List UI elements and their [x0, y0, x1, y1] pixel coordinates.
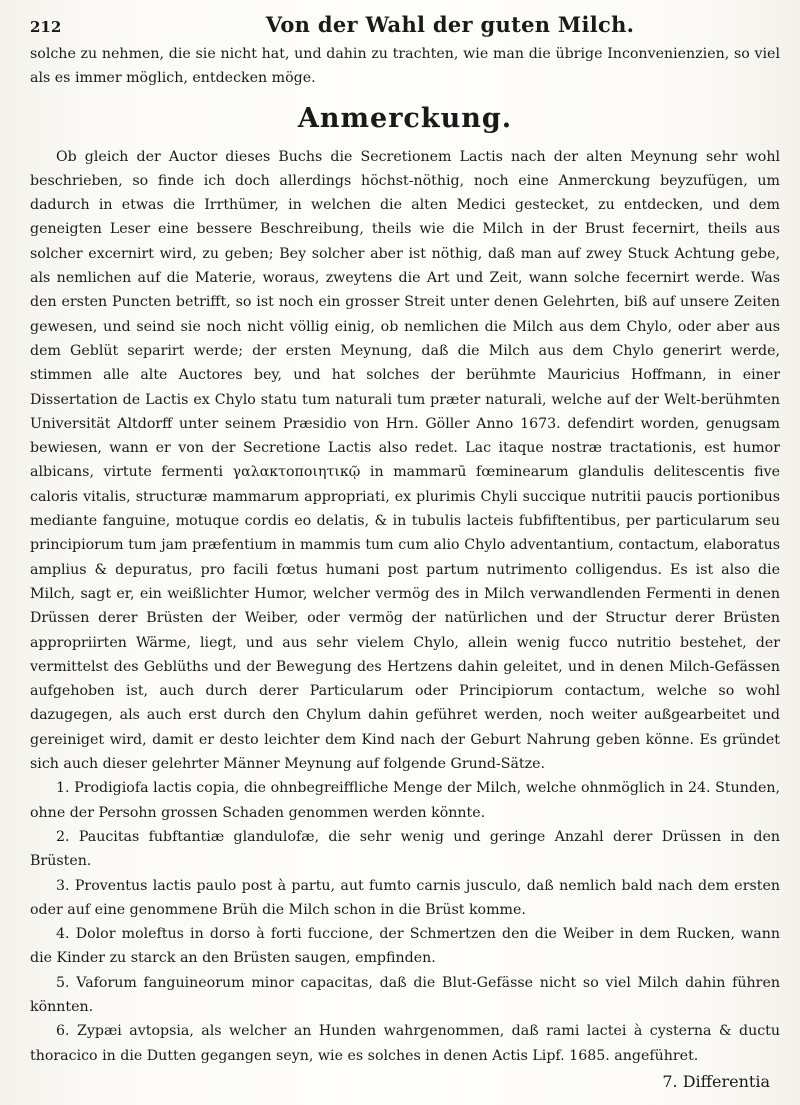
- list-item-number: 6.: [56, 1023, 70, 1040]
- list-item-number: 2.: [56, 828, 70, 845]
- list-item-number: 4.: [56, 926, 70, 943]
- section-heading: Anmerckung.: [297, 102, 513, 134]
- list-item: [30, 874, 780, 923]
- running-title: Von der Wahl der guten Milch.: [265, 12, 635, 37]
- list-item-text: Dolor moleftus in dorso à forti fuccione, der Schmertzen den die Weiber in dem Rucken, wann die Kinder zu starck an den Brüsten saugen, empfinden.: [30, 926, 781, 967]
- list-item: [30, 776, 780, 825]
- main-paragraph: Ob gleich der Auctor dieses Buchs die Secretionem Lactis nach der alten Meynung sehr wohl beschrieben, so finde ich doch allerdings höchst-nöthig, noch eine Anmerckung beyzufügen, um dadurch in etwas die Irrthümer, in welchen die alten Medici gestecket, zu entdecken, und dem geneigten Leser eine bessere Beschreibung, theils wie die Milch in der Brust fecernirt, theils aus solcher excernirt wird, zu geben; Bey solcher aber ist nöthig, daß man auf zwey Stuck Achtung gebe, als nemlichen auf die Materie, woraus, zweytens die Art und Zeit, wann solche fecernirt werde. Was den ersten Puncten betrifft, so ist noch ein grosser Streit unter denen Gelehrten, biß auf unsere Zeiten gewesen, und seind sie noch nicht völlig einig, ob nemlichen die Milch aus dem Chylo, oder aber aus dem Geblüt separirt werde; der ersten Meynung, daß die Milch aus dem Chylo generirt werde, stimmen alle alte Auctores bey, und hat solches der berühmte Mauricius Hoffmann, in einer Dissertation de Lactis ex Chylo statu tum naturali tum præter naturali, welche auf der Welt-berühmten Universität Altdorff unter seinem Præsidio von Hrn. Göller Anno 1673. defendirt worden, genugsam bewiesen, wann er von der Secretione Lactis also redet. Lac itaque nostræ tractationis, est humor albicans, virtute fermenti γαλακτοποιητικῷ in mammarū fœminearum glandulis delitescentis five caloris vitalis, structuræ mammarum appropriati, ex plurimis Chyli succique nutritii paucis portionibus mediante fanguine, motuque cordis eo delatis, & in tubulis lacteis fubfiftentibus, per particularum seu principiorum tum jam præfentium in mammis tum cum alio Chylo adventantium, contactum, elaboratus amplius & depuratus, pro facili fœtus humani post partum nutrimento colligendus. Es ist also die Milch, sagt er, ein weißlichter Humor, welcher vermög des in Milch verwandlenden Fermenti in denen Drüssen derer Brüsten der Weiber, oder vermög der natürlichen und der Structur derer Brüsten appropriirten Wärme, liegt, und aus sehr vielem Chylo, allein wenig fucco nutritio bestehet, der vermittelst des Geblüths und der Bewegung des Hertzens dahin geleitet, und in denen Milch-Gefässen aufgehoben ist, auch durch derer Particularum oder Principiorum contactum, welche so wohl dazugegen, als auch erst durch den Chylum dahin geführet werden, noch weiter außgearbeitet und gereiniget wird, damit er desto leichter dem Kind nach der Geburt Nahrung geben könne. Es gründet sich auch dieser gelehrter Männer Meynung auf folgende Grund-Sätze.: [30, 148, 780, 773]
- list-item: [30, 971, 780, 1020]
- list-item: [30, 825, 780, 874]
- list-item: [30, 1019, 780, 1068]
- list-item-text: Zypæi avtopsia, als welcher an Hunden wahrgenommen, daß rami lactei à cysterna & ductu thoracico in die Dutten gegangen seyn, wie es solches in denen Actis Lipf. 1685. angeführet.: [30, 1023, 780, 1064]
- catchword: 7. Differentia: [662, 1072, 770, 1091]
- list-item: [30, 922, 780, 971]
- grounds-list: [30, 776, 780, 1068]
- body-text: [30, 42, 780, 1068]
- list-item-text: Prodigiofa lactis copia, die ohnbegreiffliche Menge der Milch, welche ohnmöglich in 24. Stunden, ohne der Persohn grossen Schaden genommen werden könnte.: [30, 780, 781, 821]
- page-number: 212: [30, 18, 62, 36]
- running-head: [30, 6, 770, 46]
- list-item-text: Paucitas fubftantiæ glandulofæ, die sehr wenig und geringe Anzahl derer Drüssen in den Brüsten.: [30, 828, 780, 870]
- list-item-text: Vaforum fanguineorum minor capacitas, daß die Blut-Gefässe nicht so viel Milch dahin führen könnten.: [30, 974, 780, 1015]
- list-item-number: 1.: [56, 780, 70, 797]
- list-item-number: 5.: [56, 974, 70, 991]
- list-item-number: 3.: [56, 877, 70, 894]
- opening-paragraph: solche zu nehmen, die sie nicht hat, und dahin zu trachten, wie man die übrige Inconvenienzien, so viel als es immer möglich, entdecken möge.: [30, 46, 780, 87]
- list-item-text: Proventus lactis paulo post à partu, aut fumto carnis jusculo, daß nemlich bald nach dem ersten oder auf eine genommene Brüh die Milch schon in die Brüst komme.: [30, 877, 781, 918]
